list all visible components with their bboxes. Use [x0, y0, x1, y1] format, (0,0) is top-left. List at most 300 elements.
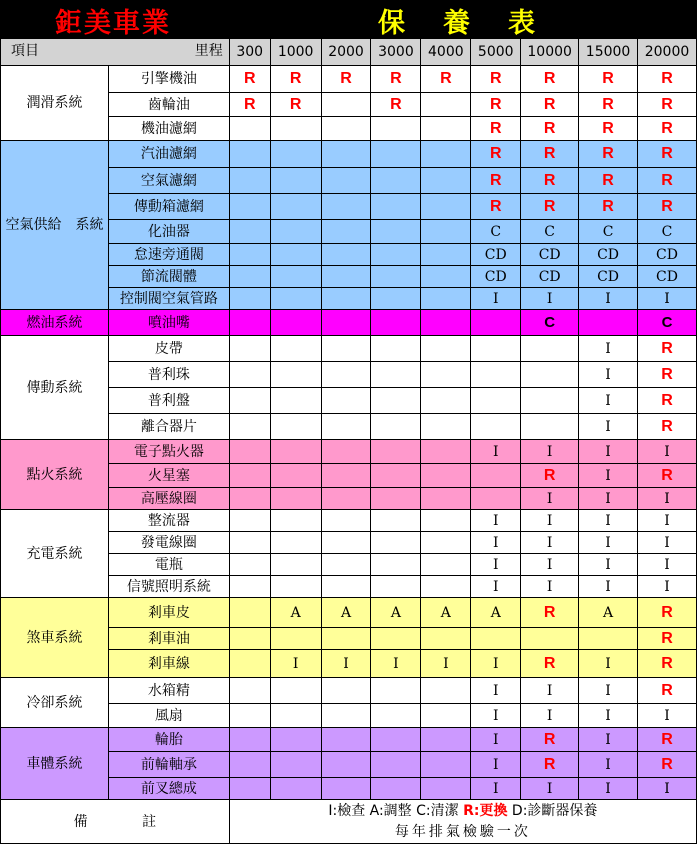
schedule-cell: I [471, 554, 521, 576]
schedule-cell [421, 168, 471, 194]
item-label: 噴油嘴 [108, 310, 229, 336]
schedule-cell [421, 628, 471, 650]
schedule-cell: A [579, 598, 638, 628]
schedule-cell: R [638, 650, 697, 678]
maintenance-table [0, 38, 697, 844]
schedule-cell: R [638, 598, 697, 628]
schedule-cell: I [579, 728, 638, 752]
schedule-cell: I [579, 650, 638, 678]
schedule-cell [421, 244, 471, 266]
schedule-cell [521, 362, 579, 388]
schedule-cell: I [471, 678, 521, 704]
schedule-cell [229, 532, 270, 554]
schedule-cell: I [471, 440, 521, 464]
schedule-cell: C [638, 220, 697, 244]
schedule-cell [371, 220, 421, 244]
notes-row [1, 800, 697, 822]
mileage-header-label: 里程 [194, 43, 223, 59]
schedule-cell [229, 220, 270, 244]
schedule-cell: I [521, 678, 579, 704]
schedule-cell: A [471, 598, 521, 628]
schedule-cell: R [579, 168, 638, 194]
schedule-cell: I [638, 554, 697, 576]
table-row [1, 336, 697, 362]
schedule-cell: R [638, 362, 697, 388]
item-label: 電子點火器 [108, 440, 229, 464]
schedule-cell: R [471, 194, 521, 220]
schedule-cell [421, 728, 471, 752]
schedule-cell: I [521, 576, 579, 598]
schedule-cell: R [521, 117, 579, 141]
schedule-cell [321, 628, 371, 650]
schedule-cell [321, 220, 371, 244]
system-label: 點火系統 [1, 440, 109, 510]
schedule-cell: I [579, 388, 638, 414]
schedule-cell: I [638, 532, 697, 554]
schedule-cell: I [579, 336, 638, 362]
schedule-cell: I [521, 440, 579, 464]
system-label: 冷卻系統 [1, 678, 109, 728]
schedule-cell [229, 628, 270, 650]
schedule-cell [371, 440, 421, 464]
schedule-cell [229, 414, 270, 440]
schedule-cell [371, 168, 421, 194]
schedule-cell [421, 510, 471, 532]
table-row [1, 141, 697, 168]
item-label: 剎車皮 [108, 598, 229, 628]
item-label: 整流器 [108, 510, 229, 532]
schedule-cell [229, 141, 270, 168]
schedule-cell [229, 752, 270, 778]
schedule-cell [270, 362, 321, 388]
schedule-cell [371, 628, 421, 650]
schedule-cell [321, 752, 371, 778]
schedule-cell: R [638, 414, 697, 440]
schedule-cell: A [421, 598, 471, 628]
schedule-cell [421, 117, 471, 141]
schedule-cell: CD [521, 266, 579, 288]
schedule-cell: I [579, 576, 638, 598]
schedule-cell: C [521, 220, 579, 244]
schedule-cell [421, 310, 471, 336]
schedule-cell: I [521, 554, 579, 576]
schedule-cell [321, 168, 371, 194]
mileage-header: 300 [229, 39, 270, 66]
schedule-cell: I [521, 532, 579, 554]
schedule-cell [321, 362, 371, 388]
mileage-header: 1000 [270, 39, 321, 66]
header-banner [0, 0, 697, 38]
schedule-cell [229, 244, 270, 266]
schedule-cell [229, 310, 270, 336]
schedule-cell: A [371, 598, 421, 628]
schedule-cell [229, 488, 270, 510]
schedule-cell [270, 288, 321, 310]
item-label: 汽油濾網 [108, 141, 229, 168]
schedule-cell: R [270, 93, 321, 117]
system-label: 煞車系統 [1, 598, 109, 678]
schedule-cell: I [521, 704, 579, 728]
schedule-cell: R [638, 752, 697, 778]
schedule-cell [321, 388, 371, 414]
schedule-cell: I [638, 440, 697, 464]
schedule-cell [421, 388, 471, 414]
schedule-cell: I [471, 752, 521, 778]
mileage-header: 5000 [471, 39, 521, 66]
schedule-cell: R [521, 752, 579, 778]
schedule-cell [371, 266, 421, 288]
schedule-cell [371, 576, 421, 598]
schedule-cell [471, 628, 521, 650]
schedule-cell [321, 117, 371, 141]
schedule-cell [421, 141, 471, 168]
legend-part: I:檢查 A:調整 C:清潔 [328, 802, 464, 819]
schedule-cell [270, 510, 321, 532]
schedule-cell: I [579, 752, 638, 778]
schedule-cell: R [638, 464, 697, 488]
table-row [1, 510, 697, 532]
schedule-cell [229, 288, 270, 310]
schedule-cell [270, 704, 321, 728]
schedule-cell [371, 117, 421, 141]
schedule-cell [421, 678, 471, 704]
schedule-cell: I [638, 288, 697, 310]
schedule-cell [321, 194, 371, 220]
schedule-cell [421, 488, 471, 510]
schedule-cell: I [521, 488, 579, 510]
schedule-cell [421, 576, 471, 598]
schedule-cell [270, 310, 321, 336]
item-label: 前輪軸承 [108, 752, 229, 778]
schedule-cell [321, 554, 371, 576]
header-row [1, 39, 697, 66]
schedule-cell [270, 266, 321, 288]
schedule-cell [321, 440, 371, 464]
item-label: 剎車線 [108, 650, 229, 678]
schedule-cell [321, 576, 371, 598]
schedule-cell: I [471, 532, 521, 554]
schedule-cell [421, 464, 471, 488]
schedule-cell [371, 141, 421, 168]
schedule-cell: R [471, 93, 521, 117]
schedule-cell [321, 266, 371, 288]
schedule-cell: I [579, 288, 638, 310]
schedule-cell: I [638, 510, 697, 532]
schedule-cell: R [229, 66, 270, 93]
schedule-cell: R [638, 168, 697, 194]
item-label: 怠速旁通閥 [108, 244, 229, 266]
legend-replace: R:更換 [463, 802, 508, 819]
schedule-cell: R [321, 66, 371, 93]
emission-note: 每年排氣檢驗一次 [229, 822, 696, 844]
schedule-cell [321, 93, 371, 117]
schedule-cell [321, 532, 371, 554]
schedule-cell: R [521, 141, 579, 168]
schedule-cell [371, 464, 421, 488]
schedule-cell [421, 362, 471, 388]
schedule-cell [321, 704, 371, 728]
table-row [1, 310, 697, 336]
schedule-cell [270, 244, 321, 266]
schedule-cell: I [471, 288, 521, 310]
schedule-cell: R [638, 141, 697, 168]
schedule-cell [371, 414, 421, 440]
schedule-cell: I [579, 554, 638, 576]
schedule-cell: CD [471, 244, 521, 266]
schedule-cell [421, 532, 471, 554]
schedule-cell: I [521, 510, 579, 532]
table-row [1, 728, 697, 752]
schedule-cell [421, 752, 471, 778]
schedule-cell: R [471, 117, 521, 141]
schedule-cell: I [521, 288, 579, 310]
schedule-cell [270, 388, 321, 414]
schedule-cell [421, 93, 471, 117]
table-row [1, 678, 697, 704]
schedule-cell [471, 414, 521, 440]
schedule-cell [579, 628, 638, 650]
page-title: 保養表 [378, 8, 573, 39]
table-row [1, 66, 697, 93]
schedule-cell [270, 576, 321, 598]
schedule-cell [371, 362, 421, 388]
item-label: 控制閥空氣管路 [108, 288, 229, 310]
schedule-cell [371, 678, 421, 704]
schedule-cell [471, 388, 521, 414]
schedule-cell [421, 266, 471, 288]
schedule-cell: I [421, 650, 471, 678]
schedule-cell [421, 414, 471, 440]
schedule-cell [270, 488, 321, 510]
schedule-cell [321, 678, 371, 704]
schedule-cell [229, 650, 270, 678]
schedule-cell [270, 440, 321, 464]
system-label: 車體系統 [1, 728, 109, 800]
schedule-cell [321, 728, 371, 752]
schedule-cell: I [321, 650, 371, 678]
mileage-header: 15000 [579, 39, 638, 66]
schedule-cell [270, 778, 321, 800]
schedule-cell [270, 532, 321, 554]
schedule-cell: A [270, 598, 321, 628]
schedule-cell: I [638, 778, 697, 800]
schedule-cell: I [371, 650, 421, 678]
schedule-cell [579, 310, 638, 336]
schedule-cell: R [270, 66, 321, 93]
schedule-cell [270, 678, 321, 704]
schedule-cell [270, 141, 321, 168]
item-label: 剎車油 [108, 628, 229, 650]
brand-name: 鉅美車業 [55, 8, 171, 39]
schedule-cell: I [638, 576, 697, 598]
item-label: 節流閥體 [108, 266, 229, 288]
schedule-cell [270, 554, 321, 576]
schedule-cell: R [579, 66, 638, 93]
schedule-cell [321, 464, 371, 488]
schedule-cell [471, 310, 521, 336]
item-label: 輪胎 [108, 728, 229, 752]
schedule-cell: R [638, 628, 697, 650]
mileage-header: 2000 [321, 39, 371, 66]
schedule-cell [270, 194, 321, 220]
schedule-cell: R [638, 388, 697, 414]
schedule-cell [270, 414, 321, 440]
schedule-cell: CD [579, 266, 638, 288]
schedule-cell [270, 117, 321, 141]
schedule-cell [229, 510, 270, 532]
schedule-cell: I [579, 464, 638, 488]
schedule-cell [471, 362, 521, 388]
schedule-cell [371, 388, 421, 414]
schedule-cell [321, 310, 371, 336]
item-label: 皮帶 [108, 336, 229, 362]
item-label: 普利珠 [108, 362, 229, 388]
schedule-cell: I [638, 488, 697, 510]
schedule-cell [229, 704, 270, 728]
schedule-cell [371, 752, 421, 778]
schedule-cell [321, 141, 371, 168]
schedule-cell [270, 168, 321, 194]
schedule-cell: I [471, 778, 521, 800]
schedule-cell [471, 336, 521, 362]
schedule-cell: R [521, 650, 579, 678]
item-label: 機油濾網 [108, 117, 229, 141]
schedule-cell [521, 388, 579, 414]
item-label: 發電線圈 [108, 532, 229, 554]
column-header-item [1, 39, 230, 66]
item-label: 化油器 [108, 220, 229, 244]
schedule-cell [321, 244, 371, 266]
schedule-cell [321, 288, 371, 310]
schedule-cell: CD [521, 244, 579, 266]
schedule-cell [229, 728, 270, 752]
mileage-header: 20000 [638, 39, 697, 66]
schedule-cell [421, 336, 471, 362]
schedule-cell: I [270, 650, 321, 678]
schedule-cell: R [579, 194, 638, 220]
schedule-cell: R [521, 194, 579, 220]
schedule-cell: I [521, 778, 579, 800]
schedule-cell [229, 678, 270, 704]
schedule-cell [371, 310, 421, 336]
schedule-cell: R [579, 117, 638, 141]
system-label: 潤滑系統 [1, 66, 109, 141]
schedule-cell: R [521, 728, 579, 752]
schedule-cell: R [371, 66, 421, 93]
system-label: 傳動系統 [1, 336, 109, 440]
schedule-cell: R [229, 93, 270, 117]
schedule-cell: C [638, 310, 697, 336]
legend-text [229, 800, 696, 822]
item-label: 普利盤 [108, 388, 229, 414]
schedule-cell: C [471, 220, 521, 244]
schedule-cell: I [471, 728, 521, 752]
schedule-cell: R [521, 93, 579, 117]
schedule-cell [229, 598, 270, 628]
schedule-cell [229, 576, 270, 598]
schedule-cell [229, 388, 270, 414]
schedule-cell: I [471, 576, 521, 598]
schedule-cell: R [471, 66, 521, 93]
item-label: 信號照明系統 [108, 576, 229, 598]
schedule-cell [371, 288, 421, 310]
schedule-cell: I [579, 362, 638, 388]
schedule-cell [270, 336, 321, 362]
schedule-cell [471, 464, 521, 488]
system-label: 充電系統 [1, 510, 109, 598]
schedule-cell: C [521, 310, 579, 336]
schedule-cell: R [638, 93, 697, 117]
schedule-cell [371, 488, 421, 510]
schedule-cell [371, 554, 421, 576]
schedule-cell [371, 532, 421, 554]
schedule-cell: R [638, 336, 697, 362]
schedule-cell: R [638, 66, 697, 93]
schedule-cell: R [521, 464, 579, 488]
schedule-cell: C [579, 220, 638, 244]
schedule-cell [229, 117, 270, 141]
schedule-cell [371, 510, 421, 532]
schedule-cell [270, 752, 321, 778]
schedule-cell: I [471, 704, 521, 728]
schedule-cell [321, 414, 371, 440]
schedule-cell [371, 778, 421, 800]
schedule-cell: R [521, 66, 579, 93]
schedule-cell [371, 194, 421, 220]
schedule-cell: R [638, 117, 697, 141]
item-label: 引擎機油 [108, 66, 229, 93]
schedule-cell: R [371, 93, 421, 117]
mileage-header: 3000 [371, 39, 421, 66]
schedule-cell [521, 336, 579, 362]
schedule-cell: R [638, 678, 697, 704]
schedule-cell: R [471, 141, 521, 168]
schedule-cell [229, 266, 270, 288]
schedule-cell: R [421, 66, 471, 93]
schedule-cell [371, 704, 421, 728]
schedule-cell [229, 440, 270, 464]
item-label: 電瓶 [108, 554, 229, 576]
schedule-cell [270, 728, 321, 752]
schedule-cell: I [579, 532, 638, 554]
schedule-cell: I [579, 678, 638, 704]
legend-part: D:診斷器保養 [507, 802, 598, 819]
schedule-cell [521, 414, 579, 440]
schedule-cell [270, 464, 321, 488]
schedule-cell [421, 288, 471, 310]
system-label: 空氣供給 系統 [1, 141, 109, 310]
item-label: 前叉總成 [108, 778, 229, 800]
schedule-cell [371, 728, 421, 752]
mileage-header: 10000 [521, 39, 579, 66]
schedule-cell: I [579, 414, 638, 440]
schedule-cell [229, 336, 270, 362]
schedule-cell: R [471, 168, 521, 194]
schedule-cell: R [638, 728, 697, 752]
item-label: 空氣濾網 [108, 168, 229, 194]
schedule-cell: CD [471, 266, 521, 288]
schedule-cell [270, 220, 321, 244]
schedule-cell [321, 488, 371, 510]
item-label: 火星塞 [108, 464, 229, 488]
table-row [1, 440, 697, 464]
schedule-cell: I [638, 704, 697, 728]
schedule-cell: I [579, 488, 638, 510]
schedule-cell: CD [638, 266, 697, 288]
schedule-cell: I [471, 650, 521, 678]
schedule-cell [371, 336, 421, 362]
schedule-cell: I [471, 510, 521, 532]
